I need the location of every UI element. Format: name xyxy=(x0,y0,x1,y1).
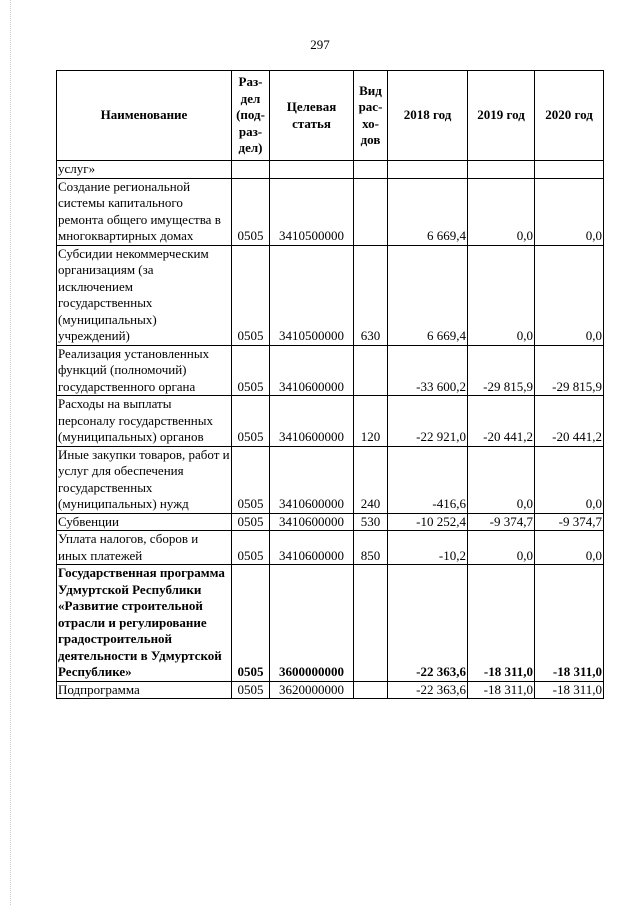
header-2020: 2020 год xyxy=(535,71,604,161)
row-expense-type: 240 xyxy=(354,446,388,513)
row-value-2019: -18 311,0 xyxy=(468,565,535,682)
row-expense-type: 630 xyxy=(354,245,388,345)
row-value-2020: -29 815,9 xyxy=(535,345,604,396)
row-section: 0505 xyxy=(232,531,270,565)
table-row xyxy=(57,161,604,179)
row-name: Субвенции xyxy=(57,513,232,531)
page-number: 297 xyxy=(310,37,330,52)
row-value-2020: -9 374,7 xyxy=(535,513,604,531)
row-value-2019 xyxy=(468,161,535,179)
row-expense-type: 850 xyxy=(354,531,388,565)
row-value-2019: 0,0 xyxy=(468,245,535,345)
row-expense-type: 530 xyxy=(354,513,388,531)
table-row xyxy=(57,681,604,699)
row-expense-type: 120 xyxy=(354,396,388,447)
row-expense-type xyxy=(354,681,388,699)
row-target: 3620000000 xyxy=(270,681,354,699)
budget-table xyxy=(56,70,604,699)
row-value-2019: 0,0 xyxy=(468,446,535,513)
row-value-2019: -18 311,0 xyxy=(468,681,535,699)
row-value-2018: -10 252,4 xyxy=(388,513,468,531)
row-value-2019: 0,0 xyxy=(468,531,535,565)
page-edge-rule xyxy=(10,0,11,905)
table-row xyxy=(57,396,604,447)
row-value-2020: -18 311,0 xyxy=(535,681,604,699)
row-value-2018: 6 669,4 xyxy=(388,245,468,345)
row-section: 0505 xyxy=(232,178,270,245)
row-target: 3410600000 xyxy=(270,446,354,513)
table-row xyxy=(57,345,604,396)
row-value-2020 xyxy=(535,161,604,179)
row-value-2020: 0,0 xyxy=(535,245,604,345)
row-name: Подпрограмма xyxy=(57,681,232,699)
row-value-2020: -18 311,0 xyxy=(535,565,604,682)
row-section: 0505 xyxy=(232,513,270,531)
row-section: 0505 xyxy=(232,345,270,396)
header-expense-type xyxy=(354,71,388,161)
header-section-text: Раз- дел (под- раз- дел) xyxy=(236,74,265,156)
table-header-row xyxy=(57,71,604,161)
row-target: 3410600000 xyxy=(270,345,354,396)
row-expense-type xyxy=(354,565,388,682)
row-target: 3410500000 xyxy=(270,245,354,345)
row-expense-type xyxy=(354,178,388,245)
row-value-2019: -20 441,2 xyxy=(468,396,535,447)
row-target: 3410600000 xyxy=(270,531,354,565)
row-section: 0505 xyxy=(232,565,270,682)
row-value-2020: 0,0 xyxy=(535,178,604,245)
row-name: Государственная программа Удмуртской Республики «Развитие строительной отрасли и регулирование градостроительной деятельности в Удмуртской Республике» xyxy=(57,565,232,682)
row-name: услуг» xyxy=(57,161,232,179)
row-value-2020: 0,0 xyxy=(535,446,604,513)
header-expense-type-text: Вид рас- хо- дов xyxy=(358,82,383,147)
row-target: 3410600000 xyxy=(270,513,354,531)
header-2018: 2018 год xyxy=(388,71,468,161)
table-row xyxy=(57,178,604,245)
header-target-text: Целевая статья xyxy=(286,99,337,131)
row-value-2018: -22 921,0 xyxy=(388,396,468,447)
row-value-2020: 0,0 xyxy=(535,531,604,565)
row-value-2020: -20 441,2 xyxy=(535,396,604,447)
row-section: 0505 xyxy=(232,396,270,447)
row-value-2018: -22 363,6 xyxy=(388,565,468,682)
row-target: 3410500000 xyxy=(270,178,354,245)
table-row xyxy=(57,531,604,565)
row-section: 0505 xyxy=(232,446,270,513)
row-value-2018: -33 600,2 xyxy=(388,345,468,396)
row-expense-type xyxy=(354,345,388,396)
table-row xyxy=(57,245,604,345)
row-section xyxy=(232,161,270,179)
row-value-2018 xyxy=(388,161,468,179)
header-name: Наименование xyxy=(57,71,232,161)
row-expense-type xyxy=(354,161,388,179)
row-name: Иные закупки товаров, работ и услуг для обеспечения государственных (муниципальных) нужд xyxy=(58,446,230,511)
row-section: 0505 xyxy=(232,681,270,699)
header-2019: 2019 год xyxy=(468,71,535,161)
row-value-2018: 6 669,4 xyxy=(388,178,468,245)
row-name: Реализация установленных функций (полномочий) государственного органа xyxy=(57,345,232,396)
row-target xyxy=(270,161,354,179)
row-value-2019: -29 815,9 xyxy=(468,345,535,396)
row-value-2018: -416,6 xyxy=(388,446,468,513)
row-value-2019: -9 374,7 xyxy=(468,513,535,531)
row-name: Уплата налогов, сборов и иных платежей xyxy=(57,531,232,565)
table-row xyxy=(57,513,604,531)
row-value-2018: -22 363,6 xyxy=(388,681,468,699)
header-target xyxy=(270,71,354,161)
row-name: Субсидии некоммерческим организациям (за исключением государственных (муниципальных) учреждений) xyxy=(57,245,232,345)
row-target: 3410600000 xyxy=(270,396,354,447)
table-row xyxy=(57,565,604,682)
row-value-2019: 0,0 xyxy=(468,178,535,245)
row-value-2018: -10,2 xyxy=(388,531,468,565)
header-section xyxy=(232,71,270,161)
table-row xyxy=(57,446,604,513)
row-target: 3600000000 xyxy=(270,565,354,682)
row-name: Расходы на выплаты персоналу государственных (муниципальных) органов xyxy=(57,396,232,447)
row-name: Создание региональной системы капитального ремонта общего имущества в многоквартирных домах xyxy=(57,178,232,245)
row-section: 0505 xyxy=(232,245,270,345)
